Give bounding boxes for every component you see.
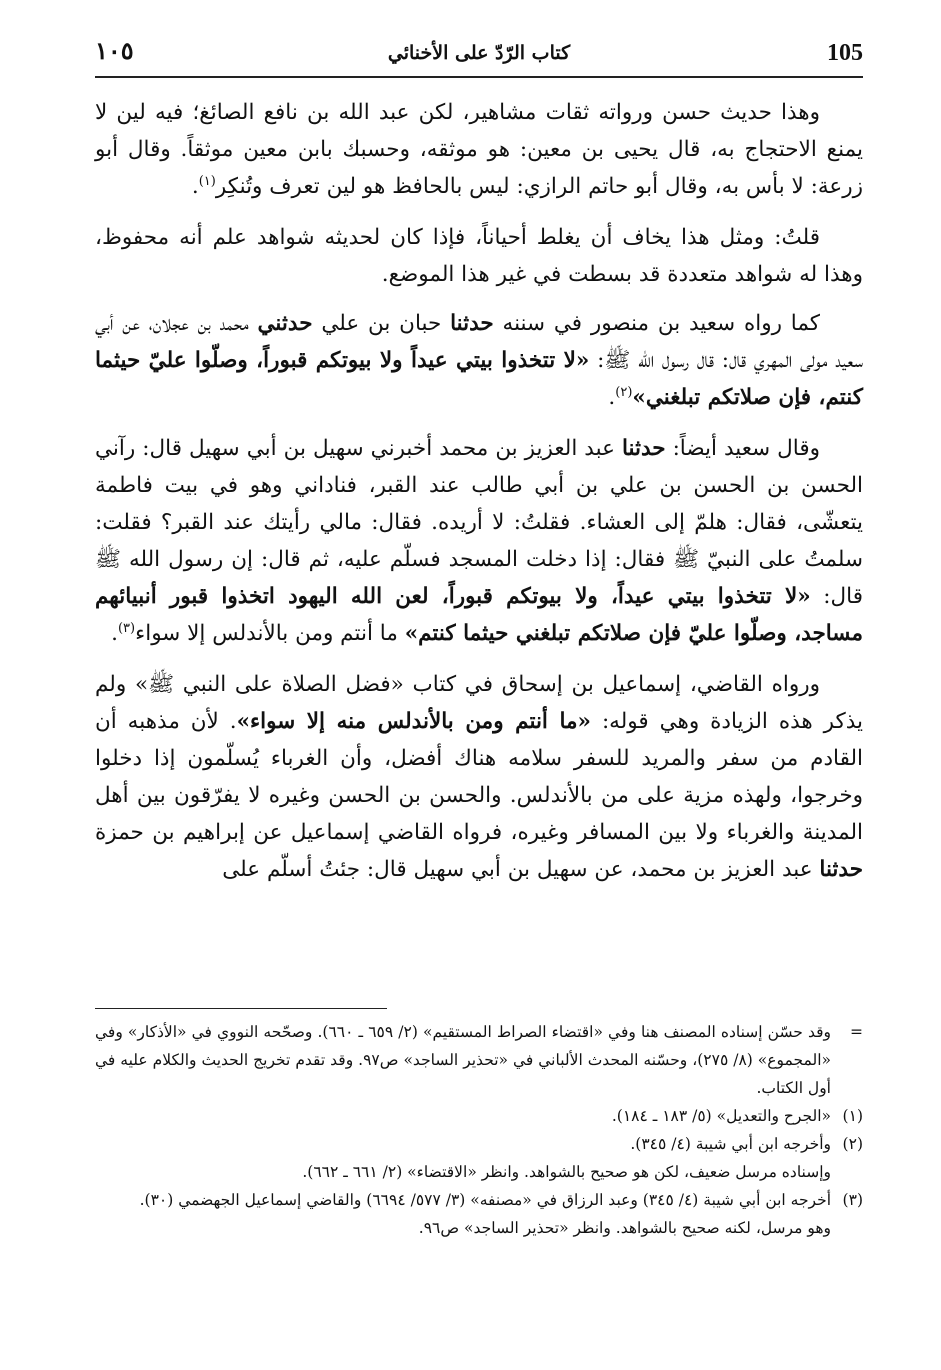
footnote-3-continued: وهو مرسل، لكنه صحيح بالشواهد. وانظر «تحذير الساجد» ص٩٦.: [418, 1219, 831, 1237]
footnote-continued: = وقد حسّن إسناده المصنف هنا وفي «اقتضاء الصراط المستقيم» (٢/ ٦٥٩ ـ ٦٦٠). وصحّحه النووي في «الأذكار» وفي «المجموع» (٨/ ٢٧٥)، وحسّنه المحدث الألباني في «تحذير الساجد» ص٩٧. وقد تقدم تخريج الحديث والكلام عليه في أول الكتاب.: [95, 1018, 863, 1102]
footnotes: [95, 1018, 863, 1242]
hadith-quote: «لا تتخذوا بيتي عيداً ولا بيوتكم قبوراً، وصلّوا عليّ حيثما كنتم، فإن صلاتكم تبلغني»: [95, 348, 863, 410]
paragraph-3: كما رواه سعيد بن منصور في سننه حدثنا حبان بن علي حدثني محمد بن عجلان، عن أبي سعيد مولى المهري قال: قال رسول الله ﷺ: «لا تتخذوا بيتي عيداً ولا بيوتكم قبوراً، وصلّوا عليّ حيثما كنتم، فإن صلاتكم تبلغني»$^{(٢)}$.: [95, 311, 863, 410]
footnote-2-continued: وإسناده مرسل ضعيف، لكن هو صحيح بالشواهد. وانظر «الاقتضاء» (٢/ ٦٦١ ـ ٦٦٢).: [302, 1163, 831, 1181]
header-rule: [95, 76, 863, 78]
book-title: كتاب الرّدّ على الأخنائي: [387, 42, 571, 64]
footnote-separator: [95, 1008, 387, 1009]
footnote-ref-2[interactable]: (٢): [615, 384, 633, 400]
main-text: [95, 94, 863, 902]
footnote-ref-3[interactable]: (٣): [117, 620, 136, 636]
footnote-3-mark: (٣): [842, 1191, 863, 1209]
footnote-1-mark: (١): [842, 1107, 863, 1125]
hadith-quote: «لا تتخذوا بيتي عيداً، ولا بيوتكم قبوراً، لعن الله اليهود اتخذوا قبور أنبيائهم مساجد، وصلّوا عليّ فإن صلاتكم تبلغني حيثما كنتم»: [95, 584, 863, 646]
page-number-arabic: ١٠٥: [95, 36, 134, 65]
paragraph-2: قلتُ: ومثل هذا يخاف أن يغلط أحياناً، فإذا كان لحديثه شواهد علم أنه محفوظ، وهذا له شواهد متعددة قد بسطت في غير هذا الموضع.: [95, 225, 863, 287]
footnote-2: (٢) وأخرجه ابن أبي شيبة (٤/ ٣٤٥).: [95, 1130, 863, 1158]
page-number-latin: 105: [827, 40, 863, 66]
footnote-2-mark: (٢): [842, 1135, 863, 1153]
footnote-1: (١) «الجرح والتعديل» (٥/ ١٨٣ ـ ١٨٤).: [95, 1102, 863, 1130]
hadith-quote: «ما أنتم ومن بالأندلس منه إلا سواء»: [236, 709, 591, 734]
paragraph-5: ورواه القاضي، إسماعيل بن إسحاق في كتاب «فضل الصلاة على النبي ﷺ» ولم يذكر هذه الزيادة وهي قوله: «ما أنتم ومن بالأندلس منه إلا سواء». لأن مذهبه أن القادم من سفر والمريد للسفر سلامه هناك أفضل، وأن الغرباء يُسلّمون إذا دخلوا وخرجوا، ولهذه مزية على من بالأندلس. والحسن بن الحسن وغيره لا يفرّقون بين أهل المدينة والغرباء ولا بين المسافر وغيره، فرواه القاضي إسماعيل عن إبراهيم بن حمزة حدثنا عبد العزيز بن محمد، عن سهيل بن أبي سهيل قال: جئتُ أسلّم على: [95, 672, 863, 882]
running-header: [95, 30, 863, 76]
footnote-ref-1[interactable]: (١): [198, 173, 216, 189]
paragraph-4: وقال سعيد أيضاً: حدثنا عبد العزيز بن محمد أخبرني سهيل بن أبي سهيل قال: رآني الحسن بن الحسن بن علي بن أبي طالب عند القبر، فناداني وهو في بيت فاطمة يتعشّى، فقال: هلمّ إلى العشاء. فقلتُ: لا أريده. فقال: مالي رأيتك عند القبر؟ فقلت: سلمتُ على النبيّ ﷺ فقال: إذا دخلت المسجد فسلّم عليه، ثم قال: إن رسول الله ﷺ قال: «لا تتخذوا بيتي عيداً، ولا بيوتكم قبوراً، لعن الله اليهود اتخذوا قبور أنبيائهم مساجد، وصلّوا عليّ فإن صلاتكم تبلغني حيثما كنتم» ما أنتم ومن بالأندلس إلا سواء$^{(٣)}$.: [95, 436, 863, 646]
footnote-3: (٣) أخرجه ابن أبي شيبة (٤/ ٣٤٥) وعبد الرزاق في «مصنفه» (٣/ ٥٧٧/ ٦٦٩٤) والقاضي إسماعيل الجهضمي (٣٠).: [95, 1186, 863, 1214]
continuation-mark: =: [850, 1023, 863, 1041]
paragraph-1: وهذا حديث حسن ورواته ثقات مشاهير، لكن عبد الله بن نافع الصائغ؛ فيه لين لا يمنع الاحتجاج به، قال يحيى بن معين: هو موثقه، وحسبك بابن معين موثقاً. وقال أبو زرعة: لا بأس به، وقال أبو حاتم الرازي: ليس بالحافظ هو لين تعرف وتُنكِر$^{(١)}$.: [95, 100, 863, 199]
